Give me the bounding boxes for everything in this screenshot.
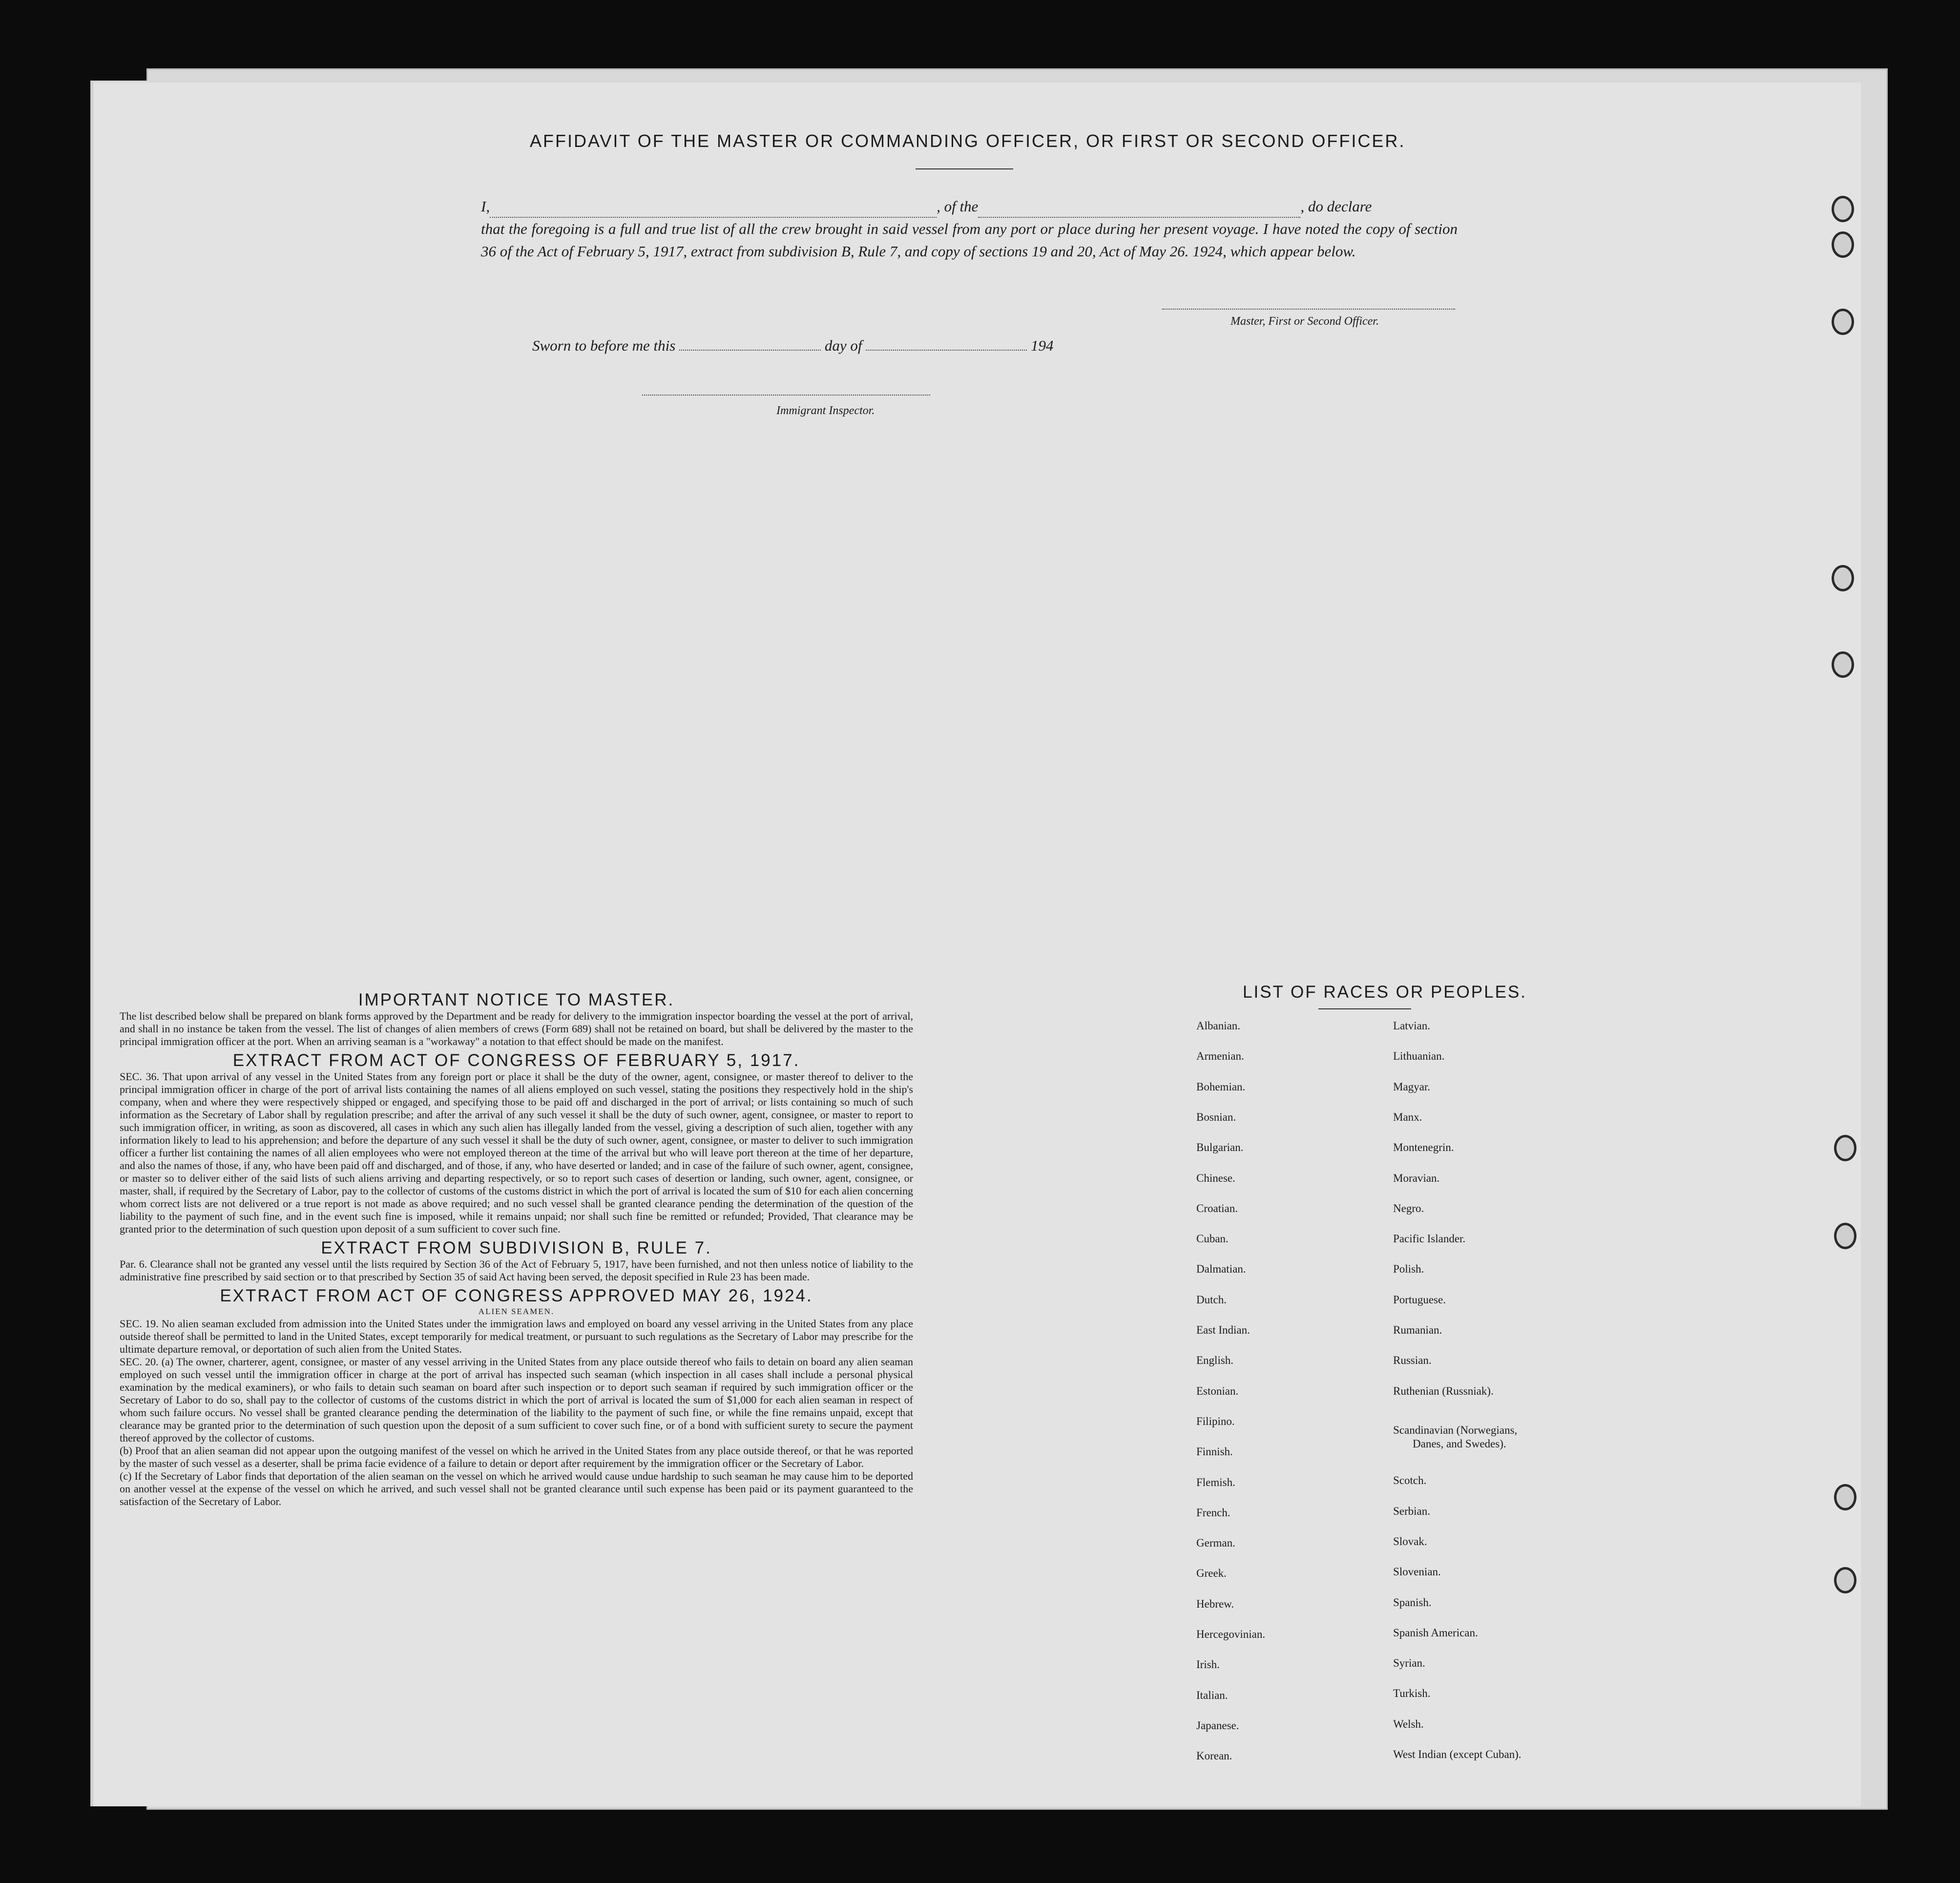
year-label: 194 (1030, 337, 1054, 354)
sworn-day-blank[interactable] (679, 350, 821, 351)
race-item: Moravian. (1393, 1172, 1440, 1184)
race-item: English. (1196, 1354, 1234, 1367)
title-divider (916, 168, 1013, 169)
race-item: Cuban. (1196, 1233, 1229, 1245)
alien-seamen-heading: ALIEN SEAMEN. (478, 1307, 555, 1316)
race-item: Hercegovinian. (1196, 1628, 1266, 1640)
race-item: Slovenian. (1393, 1566, 1441, 1578)
race-item: Italian. (1196, 1689, 1228, 1701)
race-item: Rumanian. (1393, 1324, 1442, 1336)
race-item: Montenegrin. (1393, 1141, 1454, 1154)
section-36-text: SEC. 36. That upon arrival of any vessel in the United States from any foreign port or place it shall be the duty of the owner, agent, consignee, or master thereof to deliver to the principal immigration officer in charge of the port of arrival lists containing the names of all aliens employed on such vessel, stating the positions they respectively hold in the ship's company, when and where they were respectively shipped or engaged, and specifying those to be paid off and discharged in the port of arrival; or lists containing so much of such information as the Secretary of Labor shall by regulation prescribe; and after the arrival of any such vessel it shall be the duty of such owner, agent, consignee, or master to report to such immigration officer, in writing, as soon as discovered, all cases in which any such alien has illegally landed from the vessel, giving a description of such alien, together with any information likely to lead to his apprehension; and before the departure of any such vessel it shall be the duty of such owner, agent, consignee, or master to deliver to such immigration officer a further list containing the names of all alien employees who were not employed thereon at the time of the arrival but who will leave port thereon at the time of her departure, and also the names of those, if any, who have been paid off and discharged, and of those, if any, who have deserted or landed; and in case of the failure of such owner, agent, consignee, or master so to deliver either of the said lists of such aliens arriving and departing respectively, or so to report such cases of desertion or landing, such owner, agent, consignee, or master, shall, if required by the Secretary of Labor, pay to the collector of customs of the customs district in which the port of arrival is located the sum of $10 for each alien concerning whom correct lists are not delivered or a true report is not made as above required; and no such vessel shall be granted clearance pending the determination of the question of the liability to the payment of such fine, and in the event such fine is imposed, while it remains unpaid; nor shall such fine be remitted or refunded; Provided, That clearance may be granted prior to the determination of such question upon deposit of a sum sufficient to cover such fine. (120, 1070, 913, 1235)
race-item: Croatian. (1196, 1202, 1238, 1214)
punch-hole (1834, 1567, 1856, 1593)
day-of-label: day of (824, 337, 862, 354)
notice-title: IMPORTANT NOTICE TO MASTER. (358, 990, 675, 1009)
race-item: Armenian. (1196, 1050, 1244, 1063)
race-item: Polish. (1393, 1263, 1424, 1276)
race-item: Slovak. (1393, 1535, 1427, 1548)
race-item: Bulgarian. (1196, 1141, 1244, 1154)
race-item: Pacific Islander. (1393, 1233, 1466, 1245)
race-item: East Indian. (1196, 1324, 1250, 1336)
race-item: Welsh. (1393, 1717, 1424, 1730)
punch-hole (1832, 309, 1854, 335)
race-item: Finnish. (1196, 1445, 1233, 1458)
punch-hole (1834, 1484, 1856, 1510)
race-item: Latvian. (1393, 1020, 1430, 1032)
affidavit-declaration (481, 195, 1458, 263)
race-item: Korean. (1196, 1750, 1232, 1762)
master-signature-label: Master, First or Second Officer. (1230, 315, 1379, 328)
race-item: Portuguese. (1393, 1293, 1446, 1306)
paragraph-6-text: Par. 6. Clearance shall not be granted any vessel until the lists required by Section 36 of the Act of February 5, 1917, have been furnished, and not then unless notice of liability to the administrative fine prescribed by said section or to that prescribed by Section 35 of said Act having been served, the deposit specified in Rule 23 has been made. (120, 1258, 913, 1283)
section-20a-text: SEC. 20. (a) The owner, charterer, agent, consignee, or master of any vessel arriving in the United States from any place outside thereof who fails to detain on board any alien seaman employed on such vessel until the immigration officer in charge at the port of arrival has inspected such seaman (which inspection in all cases shall include a personal physical examination by the medical examiners), or who fails to detain such seaman on board after such inspection or to deport such seaman if required by such immigration officer or the Secretary of Labor to do so, shall pay to the collector of customs of the customs district in which the port of arrival is located the sum of $1,000 for each alien seaman in respect of whom such failure occurs. No vessel shall be granted clearance pending the determination of the liability to the payment of such fine, or while the fine remains unpaid, except that clearance may be granted prior to the determination of such question upon the deposit of a sum sufficient to cover such fine, or of a bond with sufficient surety to secure the payment thereof approved by the collector of customs. (120, 1356, 913, 1444)
races-divider (1318, 1008, 1411, 1009)
race-item: Spanish American. (1393, 1626, 1478, 1639)
race-item: Serbian. (1393, 1505, 1431, 1517)
section-19-text: SEC. 19. No alien seaman excluded from admission into the United States under the immigration laws and employed on board any vessel arriving in the United States from any place outside thereof shall be permitted to land in the United States, except temporarily for medical treatment, or pursuant to such regulations as the Secretary of Labor may prescribe for the ultimate departure removal, or deportation of such alien from the United States. (120, 1318, 913, 1355)
punch-hole (1834, 1223, 1856, 1249)
sworn-line (532, 337, 1053, 355)
race-item: Greek. (1196, 1567, 1227, 1580)
notice-body: The list described below shall be prepared on blank forms approved by the Department and be ready for delivery to the immigration inspector boarding the vessel at the port of arrival, and shall in no instance be taken from the vessel. The list of changes of alien members of crews (Form 689) shall not be retained on board, but shall be delivered by the master to the principal immigration officer at the port. When an arriving seaman is a "workaway" a notation to that effect should be made on the manifest. (120, 1010, 913, 1047)
race-item: French. (1196, 1506, 1230, 1519)
extract1-title: EXTRACT FROM ACT OF CONGRESS OF FEBRUARY 5, 1917. (232, 1051, 800, 1070)
race-item: Chinese. (1196, 1172, 1235, 1184)
sworn-month-blank[interactable] (866, 350, 1027, 351)
race-item: Magyar. (1393, 1080, 1431, 1093)
race-item: Manx. (1393, 1110, 1422, 1123)
declaration-line (481, 195, 1458, 218)
of-the-label: , of the (937, 198, 979, 215)
race-item: Danes, and Swedes). (1413, 1437, 1506, 1450)
affidavit-title: AFFIDAVIT OF THE MASTER OR COMMANDING OFFICER, OR FIRST OR SECOND OFFICER. (530, 131, 1406, 151)
race-item: Scandinavian (Norwegians, (1393, 1423, 1518, 1436)
race-item: Negro. (1393, 1202, 1424, 1214)
race-item: West Indian (except Cuban). (1393, 1748, 1522, 1761)
race-item: Turkish. (1393, 1687, 1431, 1700)
punch-hole (1832, 231, 1854, 258)
race-item: Scotch. (1393, 1474, 1427, 1487)
race-item: Bohemian. (1196, 1080, 1246, 1093)
race-item: Syrian. (1393, 1657, 1425, 1670)
declaration-body: that the foregoing is a full and true list of all the crew brought in said vessel from any port or place during her present voyage. I have noted the copy of section 36 of the Act of February 5, 1917, extract from subdivision B, Rule 7, and copy of sections 19 and 20, Act of May 26. 1924, which appear below. (481, 220, 1458, 260)
inspector-label: Immigrant Inspector. (776, 404, 875, 417)
races-title: LIST OF RACES OR PEOPLES. (1243, 983, 1527, 1002)
section-20c-text: (c) If the Secretary of Labor finds that deportation of the alien seaman on the vessel on which he arrived would cause undue hardship to such seaman he may cause him to be deported on another vessel at the expense of the vessel on which he arrived, and such vessel shall not be granted clearance until such expense has been paid or its payment guaranteed to the satisfaction of the Secretary of Labor. (120, 1470, 913, 1507)
race-item: Albanian. (1196, 1020, 1241, 1032)
punch-hole (1832, 651, 1854, 678)
punch-hole (1832, 196, 1854, 222)
master-signature-line[interactable] (1162, 309, 1455, 310)
race-item: Ruthenian (Russniak). (1393, 1384, 1494, 1397)
punch-hole (1832, 565, 1854, 591)
race-item: Hebrew. (1196, 1597, 1234, 1610)
race-item: Bosnian. (1196, 1110, 1236, 1123)
extract3-title: EXTRACT FROM ACT OF CONGRESS APPROVED MAY 26, 1924. (220, 1286, 813, 1305)
race-item: Flemish. (1196, 1476, 1235, 1488)
i-label: I, (481, 198, 490, 215)
race-item: Russian. (1393, 1354, 1432, 1367)
sworn-label: Sworn to before me this (532, 337, 676, 354)
race-item: Filipino. (1196, 1415, 1235, 1427)
declare-label: , do declare (1300, 198, 1372, 215)
inspector-signature-line[interactable] (642, 395, 930, 396)
race-item: Dutch. (1196, 1293, 1227, 1306)
race-item: Dalmatian. (1196, 1263, 1246, 1276)
section-20b-text: (b) Proof that an alien seaman did not appear upon the outgoing manifest of the vessel on which he arrived in the United States from any place outside thereof, or that he was reported by the master of such vessel as a deserter, shall be prima facie evidence of a failure to detain or deport after requirement by the immigration officer or the Secretary of Labor. (120, 1444, 913, 1469)
race-item: Estonian. (1196, 1384, 1239, 1397)
race-item: Japanese. (1196, 1719, 1239, 1732)
extract2-title: EXTRACT FROM SUBDIVISION B, RULE 7. (321, 1238, 712, 1257)
punch-hole (1834, 1135, 1856, 1161)
race-item: Lithuanian. (1393, 1050, 1445, 1063)
notice-section (120, 990, 913, 1508)
race-item: German. (1196, 1537, 1235, 1549)
race-item: Spanish. (1393, 1596, 1432, 1609)
race-item: Irish. (1196, 1658, 1220, 1671)
